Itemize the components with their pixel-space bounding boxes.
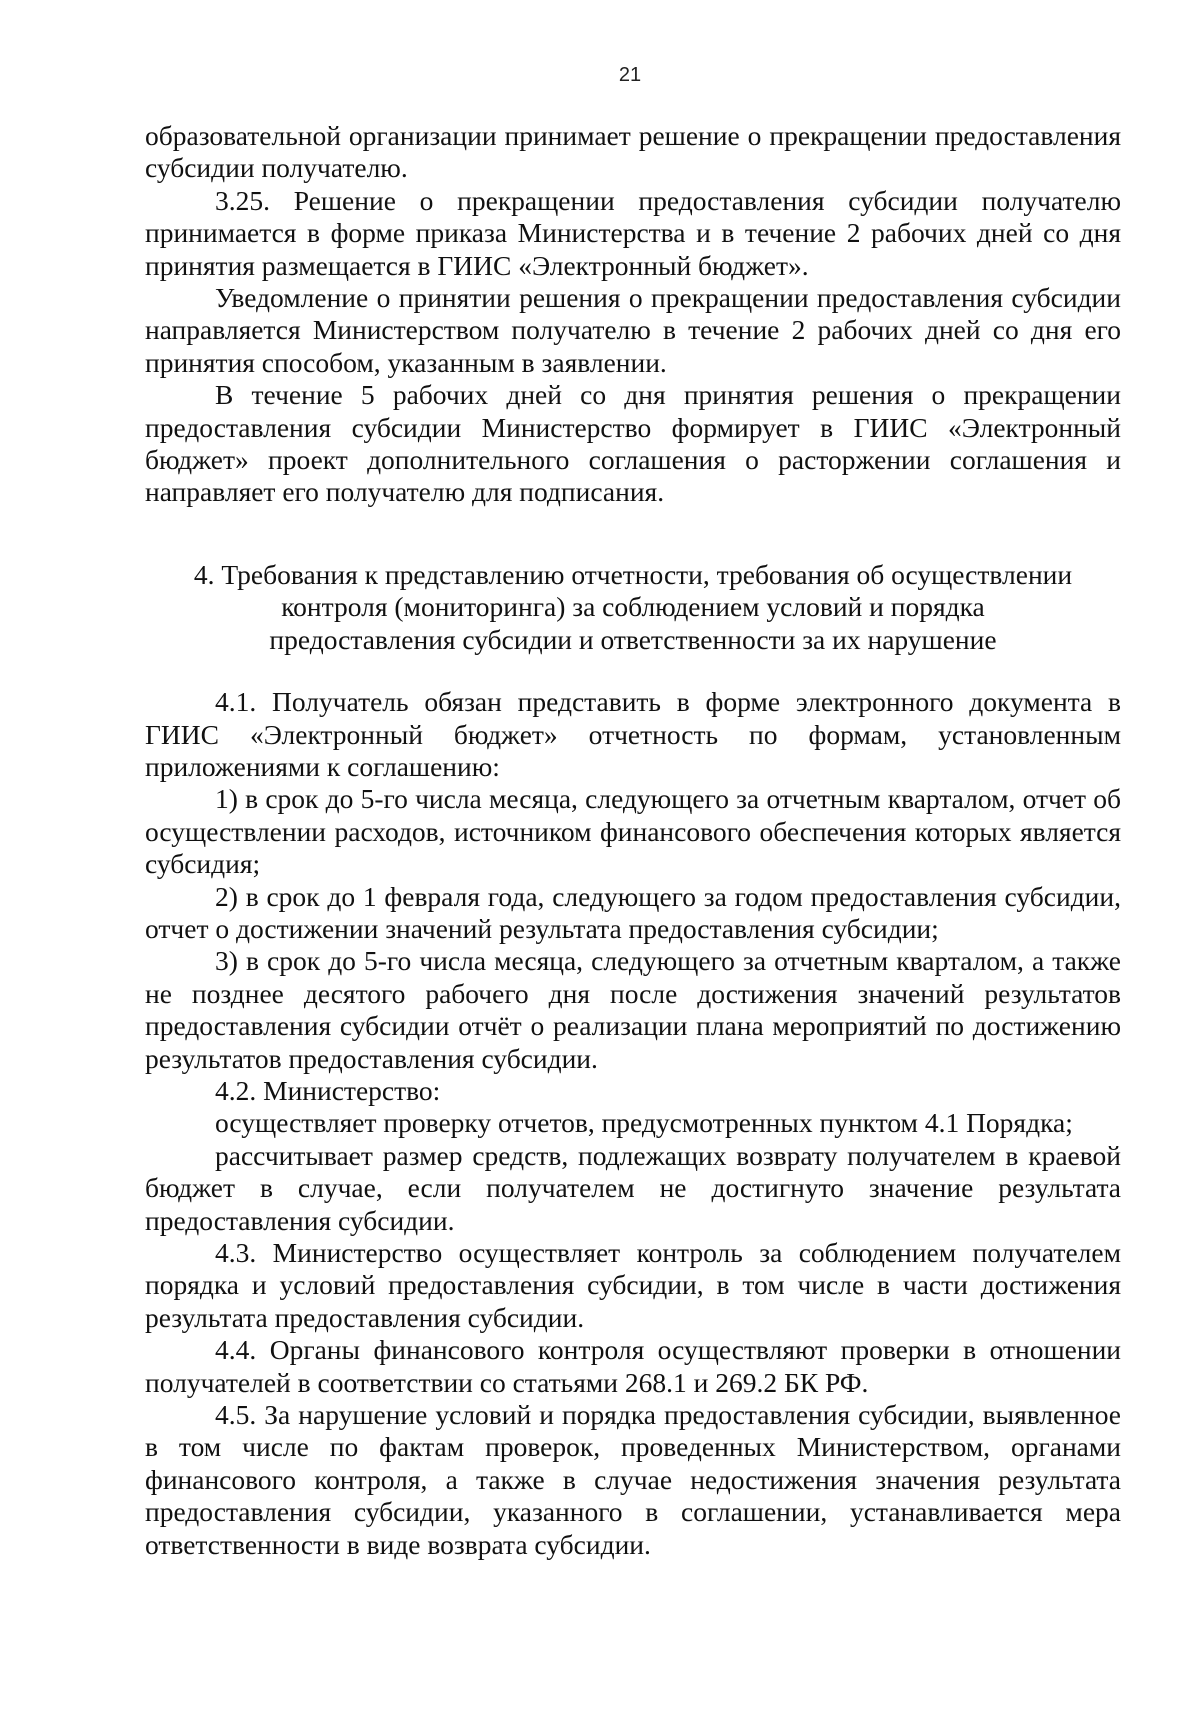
- paragraph-4-1: 4.1. Получатель обязан представить в форме электронного документа в ГИИС «Электронный бюджет» отчетность по формам, установленным приложениями к соглашению:: [145, 686, 1121, 782]
- paragraph-4-4: 4.4. Органы финансового контроля осуществляют проверки в отношении получателей в соответствии со статьями 268.1 и 269.2 БК РФ.: [145, 1334, 1121, 1398]
- section-heading-line-2: контроля (мониторинга) за соблюдением условий и порядка: [281, 591, 985, 623]
- list-item-2: 2) в срок до 1 февраля года, следующего за годом предоставления субсидии, отчет о достижении значений результата предоставления субсидии;: [145, 880, 1121, 944]
- section-4-heading: [145, 559, 1121, 656]
- paragraph-continuation: образовательной организации принимает решение о прекращении предоставления субсидии получателю.: [145, 120, 1121, 184]
- page-number: 21: [618, 64, 642, 86]
- paragraph-4-2-check: осуществляет проверку отчетов, предусмотренных пунктом 4.1 Порядка;: [215, 1107, 1073, 1139]
- paragraph-3-25: 3.25. Решение о прекращении предоставления субсидии получателю принимается в форме приказа Министерства и в течение 2 рабочих дней со дня принятия размещается в ГИИС «Электронный бюджет».: [145, 184, 1121, 281]
- paragraph-4-5: 4.5. За нарушение условий и порядка предоставления субсидии, выявленное в том числе по фактам проверок, проведенных Министерством, органами финансового контроля, а также в случае недостижения значения результата предоставления субсидии, указанного в соглашении, устанавливается мера ответственности в виде возврата субсидии.: [145, 1399, 1121, 1560]
- document-body: [145, 120, 1121, 1561]
- paragraph-4-2: 4.2. Министерство:: [215, 1074, 441, 1106]
- paragraph-4-2-calc: рассчитывает размер средств, подлежащих возврату получателем в краевой бюджет в случае, если получателем не достигнуто значение результата предоставления субсидии.: [145, 1139, 1121, 1236]
- paragraph-4-3: 4.3. Министерство осуществляет контроль за соблюдением получателем порядка и условий предоставления субсидии, в том числе в части достижения результата предоставления субсидии.: [145, 1237, 1121, 1333]
- list-item-3: 3) в срок до 5-го числа месяца, следующего за отчетным кварталом, а также не позднее десятого рабочего дня после достижения значений результатов предоставления субсидии отчёт о реализации плана мероприятий по достижению результатов предоставления субсидии.: [145, 945, 1121, 1074]
- paragraph-notification: Уведомление о принятии решения о прекращении предоставления субсидии направляется Министерством получателю в течение 2 рабочих дней со дня его принятия способом, указанным в заявлении.: [145, 282, 1121, 378]
- section-heading-line-3: предоставления субсидии и ответственности за их нарушение: [269, 623, 997, 655]
- paragraph-termination-agreement: В течение 5 рабочих дней со дня принятия решения о прекращении предоставления субсидии Министерство формирует в ГИИС «Электронный бюджет» проект дополнительного соглашения о расторжении соглашения и направляет его получателю для подписания.: [145, 379, 1121, 508]
- section-heading-line-1: 4. Требования к представлению отчетности, требования об осуществлении: [193, 558, 1073, 590]
- list-item-1: 1) в срок до 5-го числа месяца, следующего за отчетным кварталом, отчет об осуществлении расходов, источником финансового обеспечения которых является субсидия;: [145, 783, 1121, 880]
